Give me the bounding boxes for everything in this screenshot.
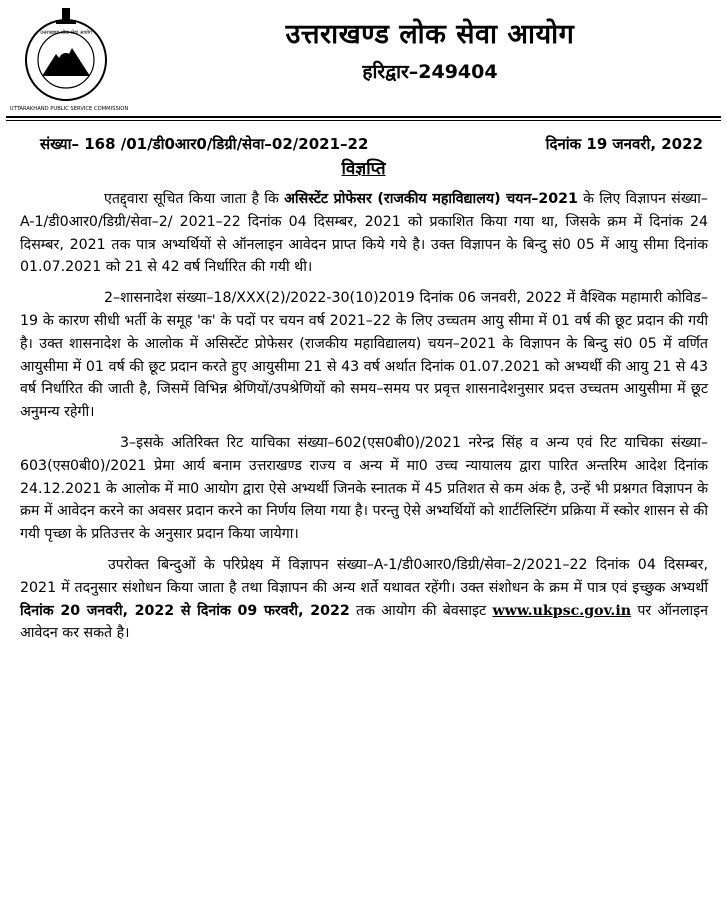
paragraph-3: 3–इसके अतिरिक्त रिट याचिका संख्या–602(एस0बी0)/2021 नरेन्द्र सिंह व अन्य एवं रिट याचिका संख्या–603(एस0बी0)/2021 प्रेमा आर्य बनाम उत्तराखण्ड राज्य व अन्य में मा0 उच्च न्यायालय द्वारा पारित अन्तरिम आदेश दिनांक 24.12.2021 के आलोक में मा0 आयोग द्वारा ऐसे अभ्यर्थी जिनके स्नातक में 45 प्रतिशत से कम अंक है, उन्हें भी प्रश्नगत विज्ञापन के क्रम में आवेदन करने का अवसर प्रदान करने का निर्णय लिया गया है। परन्तु ऐसे अभ्यर्थियों को शार्टलिस्टिंग प्रक्रिया में स्कोर शासन से की गयी पृच्छा के प्रतिउत्तर के अनुसार प्रदान किया जायेगा। <box>20 434 708 543</box>
reference-date: दिनांक 19 जनवरी, 2022 <box>545 135 703 153</box>
p4-application-dates: दिनांक 20 जनवरी, 2022 से दिनांक 09 फरवरी, 2022 <box>20 602 350 619</box>
emblem-caption: UTTARAKHAND PUBLIC SERVICE COMMISSION <box>9 106 129 112</box>
p4-end: पर ऑनलाइन आवेदन कर सकते है। <box>20 602 709 642</box>
notice-body <box>20 188 708 653</box>
organization-address: हरिद्वार–249404 <box>362 61 498 83</box>
emblem-motto: उत्तराखण्ड लोक सेवा आयोग <box>40 30 92 36</box>
p4-intro: उपरोक्त बिन्दुओं के परिप्रेक्ष्य में विज्ञापन संख्या–A-1/डी0आर0/डिग्री/सेवा–2/2021–22 दिनांक 04 दिसम्बर, 2021 में तदनुसार संशोधन किया जाता है तथा विज्ञापन की अन्य शर्ते यथावत रहेंगी। उक्त संशोधन के क्रम में पात्र एवं इच्छुक अभ्यर्थी <box>20 556 708 596</box>
p1-intro: एतद्द्वारा सूचित किया जाता है कि <box>104 191 285 207</box>
commission-emblem <box>6 4 136 112</box>
header-divider <box>6 116 721 118</box>
header-divider-thin <box>6 120 721 121</box>
website-link[interactable]: www.ukpsc.gov.in <box>492 602 632 619</box>
p1-post-name: असिस्टेंट प्रोफेसर (राजकीय महाविद्यालय) चयन–2021 <box>284 191 578 207</box>
paragraph-4 <box>20 554 708 645</box>
organization-name: उत्तराखण्ड लोक सेवा आयोग <box>285 19 575 50</box>
paragraph-1 <box>20 188 708 279</box>
p4-mid: तक आयोग की बेवसाइट <box>349 602 493 619</box>
paragraph-2: 2–शासनादेश संख्या–18/XXX(2)/2022-30(10)2019 दिनांक 06 जनवरी, 2022 में वैश्विक महामारी कोविड–19 के कारण सीधी भर्ती के समूह 'क' के पदों पर चयन वर्ष 2021–22 के लिए उच्चतम आयु सीमा में 01 वर्ष की छूट प्रदान की गयी है। उक्त शासनादेश के आलोक में असिस्टेंट प्रोफेसर (राजकीय महाविद्यालय) चयन–2021 के विज्ञापन के बिन्दु सं0 05 में वर्णित आयुसीमा में 01 वर्ष की छूट प्रदान करते हुए आयुसीमा 21 से 43 वर्ष अर्थात दिनांक 01.07.2021 को अभ्यर्थी की आयु 21 से 43 वर्ष निर्धारित की जाती है, जिसमें विभिन्न श्रेणियों/उपश्रेणियों को समय–समय पर प्रवृत्त शासनादेशनुसार प्रदत्त उच्चतम आयुसीमा में छूट अनुमन्य रहेगी। <box>20 290 708 421</box>
p1-rest: के लिए विज्ञापन संख्या–A-1/डी0आर0/डिग्री/सेवा–2/ 2021–22 दिनांक 04 दिसम्बर, 2021 को प्रकाशित किया गया था, जिसके क्रम में दिनांक 24 दिसम्बर, 2021 तक पात्र अभ्यर्थियों से ऑनलाइन आवेदन प्राप्त किये गये है। उक्त विज्ञापन के बिन्दु सं0 05 में आयु सीमा दिनांक 01.07.2021 को 21 से 42 वर्ष निर्धारित की गयी थी। <box>20 191 708 276</box>
notice-title <box>0 156 727 179</box>
notice-title-text: विज्ञप्ति <box>341 159 386 179</box>
reference-number: संख्या– 168 /01/डी0आर0/डिग्री/सेवा–02/2021–22 <box>40 135 369 153</box>
